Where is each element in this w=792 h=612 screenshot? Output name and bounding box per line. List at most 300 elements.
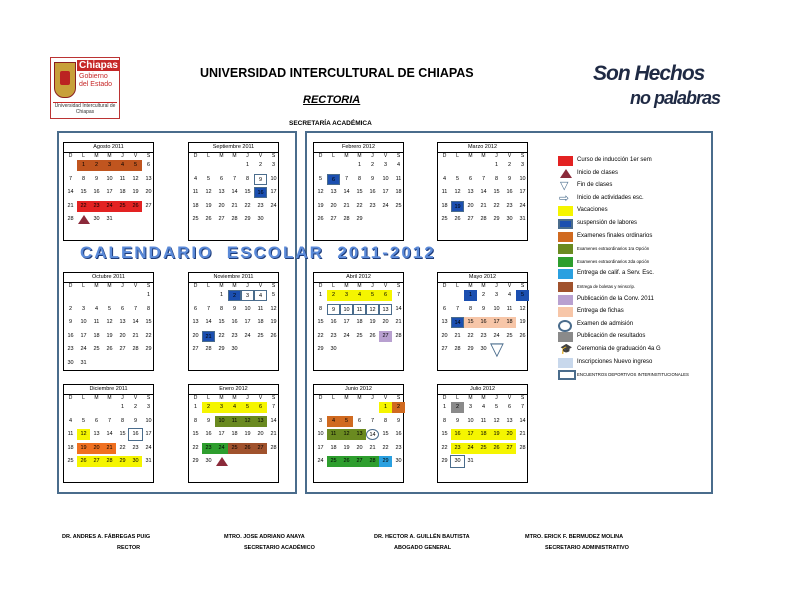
day-cell: 14 [395,305,402,312]
day-cell: 7 [396,292,401,298]
weekday-label: L [332,153,335,159]
day-cell: 1 [120,404,125,410]
signature-name: MTRO. JOSE ADRIANO ANAYA [224,534,305,540]
day-cell: 29 [145,346,152,352]
day-cell: 8 [193,417,198,424]
day-cell: 11 [480,417,487,424]
signature-name: MTRO. ERICK F. BERMUDEZ MOLINA [525,534,624,540]
day-cell: 18 [330,444,337,451]
month-6 [313,272,404,371]
day-cell: 7 [271,404,276,410]
day-cell: 6 [379,290,392,301]
day-cell: 7 [206,305,211,312]
day-cell: 2 [327,290,340,301]
weekday-label: J [371,395,374,401]
day-cell: 12 [454,189,461,195]
weekday-label: S [396,153,401,159]
day-cell: 19 [270,319,277,325]
day-cell: 14 [67,189,74,195]
month-title: Enero 2012 [189,385,278,395]
day-cell: 4 [193,175,198,182]
day-cell: 30 [67,359,74,366]
legend-label: Entrega de calif. a Serv. Esc. [577,270,654,277]
weekday-label: J [121,395,124,401]
day-cell: 21 [343,202,350,209]
day-cell: 22 [317,332,324,339]
day-cell: 19 [519,319,526,325]
day-cell: 13 [441,319,448,325]
day-cell: 9 [396,417,401,424]
weekday-label: L [456,395,459,401]
day-cell: 2 [392,402,405,413]
triangle-icon [216,457,228,466]
legend-label: Inscripciones Nuevo ingreso [577,358,653,365]
weekday-label: M [357,395,362,401]
day-cell: 29 [441,458,448,464]
day-cell: 12 [366,304,379,315]
section-name: SECRETARÍA ACADÉMICA [289,120,372,127]
day-cell: 15 [493,189,500,195]
month-title: Octubre 2011 [64,273,153,283]
day-cell: 17 [145,431,152,437]
day-cell: 4 [327,416,340,427]
weekday-label: D [442,283,447,289]
day-cell: 19 [77,443,90,454]
day-cell: 6 [219,175,224,182]
day-cell: 28 [132,346,139,352]
day-cell: 20 [145,189,152,195]
day-cell: 10 [80,319,87,325]
legend-label: Examen de admisión [577,320,634,327]
day-cell: 29 [116,456,129,467]
weekday-label: J [246,153,249,159]
weekday-label: D [68,395,73,401]
day-cell: 18 [395,189,402,195]
day-cell: 13 [145,175,152,182]
day-cell: 3 [103,160,116,171]
day-cell: 9 [370,175,375,182]
day-cell: 3 [383,162,388,168]
day-cell: 1 [318,292,323,298]
day-cell: 28 [205,346,212,352]
day-cell: 27 [218,216,225,222]
legend-label: Inicio de actividades esc. [577,194,644,201]
fill-icon [558,244,573,254]
day-cell: 3 [146,404,151,410]
day-cell: 30 [330,346,337,352]
day-cell: 18 [67,444,74,451]
day-cell: 15 [441,431,448,437]
day-cell: 26 [369,332,376,339]
month-title: Abril 2012 [314,273,403,283]
day-cell: 9 [133,417,138,424]
day-cell: 9 [94,175,99,182]
day-cell: 20 [90,443,103,454]
day-cell: 3 [241,290,254,301]
weekday-label: S [146,395,151,401]
weekday-label: L [82,283,85,289]
day-cell: 20 [356,444,363,451]
fill-icon [558,282,573,292]
day-cell: 13 [467,189,474,195]
day-cell: 21 [270,431,277,437]
weekday-label: S [271,153,276,159]
day-cell: 26 [340,456,353,467]
signature-name: DR. ANDRES A. FÁBREGAS PUIG [62,534,151,540]
legend-item [558,244,718,255]
weekday-label: M [481,153,486,159]
day-cell: 22 [441,444,448,451]
weekday-label: V [383,395,388,401]
day-cell: 10 [106,175,113,182]
day-cell: 15 [145,319,152,325]
day-cell: 17 [343,319,350,325]
day-cell: 14 [106,431,113,437]
weekday-label: V [507,395,512,401]
day-cell: 26 [317,216,324,222]
day-cell: 24 [493,332,500,339]
weekday-label: L [456,283,459,289]
legend-label: Entrega de boletas y reinscrip. [577,284,636,289]
day-cell: 7 [344,175,349,182]
day-cell: 21 [103,443,116,454]
day-cell: 13 [93,431,100,437]
day-cell: 5 [318,175,323,182]
day-cell: 23 [480,332,487,339]
day-cell: 24 [382,202,389,209]
day-cell: 6 [146,162,151,168]
day-cell: 10 [467,417,474,424]
day-cell: 6 [120,305,125,312]
day-cell: 16 [93,189,100,195]
day-cell: 30 [205,458,212,464]
weekday-label: V [383,283,388,289]
day-cell: 5 [366,290,379,301]
day-cell: 20 [257,431,264,437]
month-1 [188,142,279,241]
logo-caption: Universidad Intercultural de Chiapas [54,103,116,115]
boxfill-icon [558,219,573,229]
weekday-label: M [481,395,486,401]
day-cell: 8 [81,175,86,182]
day-cell: 18 [192,202,199,209]
day-cell: 26 [129,201,142,212]
day-cell: 20 [467,202,474,209]
day-cell: 2 [90,160,103,171]
legend-label: Inicio de clases [577,169,619,176]
day-cell: 25 [477,443,490,454]
month-2 [313,142,404,241]
day-cell: 6 [193,305,198,312]
day-cell: 15 [317,319,324,325]
day-cell: 21 [395,319,402,325]
weekday-label: M [468,395,473,401]
fill-icon [558,206,573,216]
weekday-label: D [442,395,447,401]
legend-label: Fin de clases [577,182,613,189]
day-cell: 1 [494,162,499,168]
weekday-label: M [468,153,473,159]
day-cell: 30 [129,456,142,467]
weekday-label: L [207,153,210,159]
day-cell: 2 [481,292,486,298]
legend-item [558,370,718,381]
day-cell: 2 [68,305,73,312]
weekday-label: M [107,153,112,159]
weekday-label: M [468,283,473,289]
day-cell: 11 [441,189,448,195]
day-cell: 10 [317,431,324,437]
fill-icon [558,358,573,368]
day-cell: 15 [218,319,225,325]
day-cell: 27 [254,443,267,454]
weekday-label: M [232,283,237,289]
day-cell: 25 [67,458,74,464]
day-cell: 1 [464,290,477,301]
down-triangle-icon: ▽ [490,339,504,359]
weekday-label: M [94,283,99,289]
weekday-label: D [193,395,198,401]
day-cell: 8 [442,417,447,424]
day-cell: 22 [244,202,251,209]
day-cell [77,214,90,225]
month-8 [63,384,154,483]
day-cell: 28 [519,444,526,451]
slogan-line1: Son Hechos [593,62,705,85]
day-cell: 28 [103,456,116,467]
day-cell: 28 [343,216,350,222]
legend-item [558,169,718,180]
day-cell: 24 [464,443,477,454]
day-cell: 17 [317,444,324,451]
legend-item [558,219,718,230]
day-cell: 23 [395,444,402,451]
day-cell: 21 [132,332,139,339]
day-cell: 15 [244,189,251,195]
day-cell: 17 [270,189,277,195]
day-cell: 30 [451,456,464,467]
day-cell: 12 [317,189,324,195]
day-cell: 25 [506,332,513,339]
day-cell: 2 [507,162,512,168]
day-cell: 22 [119,444,126,451]
legend-item [558,181,718,192]
day-cell: 19 [343,444,350,451]
day-cell: 22 [218,332,225,339]
legend-label: Examenes finales ordinarios [577,232,653,239]
day-cell: 7 [455,305,460,312]
weekday-label: M [232,153,237,159]
day-cell: 9 [327,304,340,315]
day-cell: 26 [270,332,277,339]
day-cell: 22 [467,332,474,339]
day-cell: 1 [379,402,392,413]
signature-name: DR. HECTOR A. GUILLÉN BAUTISTA [374,534,470,540]
day-cell: 31 [145,458,152,464]
legend-label: Curso de inducción 1er sem [577,157,652,163]
day-cell: 6 [254,402,267,413]
month-title: Julio 2012 [438,385,527,395]
weekday-label: V [133,395,138,401]
weekday-label: J [246,395,249,401]
weekday-label: D [318,153,323,159]
weekday-label: L [207,395,210,401]
weekday-label: V [383,153,388,159]
day-cell: 7 [232,175,237,182]
day-cell: 19 [244,431,251,437]
day-cell: 12 [205,189,212,195]
legend-item [558,345,718,356]
day-cell: 10 [493,305,500,312]
month-0 [63,142,154,241]
month-title: Agosto 2011 [64,143,153,153]
month-3 [437,142,528,241]
fill-icon [558,232,573,242]
day-cell: 28 [67,216,74,222]
legend-label: suspensión de labores [577,220,638,226]
day-cell: 25 [327,456,340,467]
month-7 [437,272,528,371]
day-cell: 3 [340,290,353,301]
day-cell: 4 [442,175,447,182]
day-cell: 23 [451,443,464,454]
day-cell: 2 [202,402,215,413]
day-cell: 15 [464,317,477,328]
day-cell: 22 [382,444,389,451]
day-cell: 7 [133,305,138,312]
fill-icon [558,156,573,166]
day-cell: 31 [467,458,474,464]
day-cell: 25 [257,332,264,339]
legend-item [558,156,718,167]
weekday-label: D [318,395,323,401]
day-cell: 4 [396,162,401,168]
day-cell: 17 [519,189,526,195]
day-cell: 14 [519,417,526,424]
chiapas-logo [50,57,120,119]
weekday-label: M [232,395,237,401]
vtri-icon: ▽ [560,180,569,193]
day-cell: 9 [455,417,460,424]
day-cell: 23 [132,444,139,451]
weekday-label: J [246,283,249,289]
weekday-label: M [344,283,349,289]
day-cell: 31 [519,216,526,222]
day-cell: 10 [145,417,152,424]
fill-icon [558,257,573,267]
day-cell: 19 [132,189,139,195]
weekday-label: M [94,395,99,401]
day-cell: 1 [245,162,250,168]
day-cell: 17 [382,189,389,195]
day-cell: 14 [451,317,464,328]
day-cell: 1 [193,404,198,410]
shield-icon [54,62,76,98]
day-cell: 11 [67,431,74,437]
day-cell: 12 [519,305,526,312]
day-cell: 18 [441,202,448,209]
weekday-label: V [258,283,263,289]
legend-label: Examenes extraordinarios 1ra Opción [577,246,650,252]
day-cell: 28 [270,444,277,451]
day-cell: 26 [454,216,461,222]
day-cell: 3 [468,404,473,410]
month-10 [313,384,404,483]
day-cell: 27 [119,346,126,352]
weekday-label: J [121,283,124,289]
day-cell: 11 [395,175,402,182]
weekday-label: M [344,395,349,401]
day-cell: 17 [490,317,503,328]
day-cell: 16 [369,189,376,195]
day-cell: 4 [507,292,512,298]
day-cell: 28 [366,456,379,467]
month-title: Febrero 2012 [314,143,403,153]
day-cell: 16 [205,431,212,437]
day-cell: 2 [451,402,464,413]
day-cell: 28 [231,216,238,222]
weekday-label: J [495,283,498,289]
day-cell: 27 [379,331,392,342]
weekday-label: M [219,395,224,401]
day-cell: 17 [464,429,477,440]
day-cell: 16 [451,429,464,440]
day-cell: 1 [146,292,151,298]
day-cell: 15 [119,431,126,437]
day-cell: 4 [254,290,267,301]
day-cell: 4 [353,290,366,301]
day-cell: 12 [106,319,113,325]
cap-icon: 🎓 [560,344,573,355]
day-cell: 19 [369,319,376,325]
day-cell: 4 [94,305,99,312]
day-cell: 6 [94,417,99,424]
day-cell [490,339,504,359]
day-cell: 13 [119,319,126,325]
day-cell: 26 [106,346,113,352]
day-cell: 16 [231,319,238,325]
month-5 [188,272,279,371]
day-cell: 13 [218,189,225,195]
month-4 [63,272,154,371]
day-cell: 18 [93,332,100,339]
logo-gov: Gobierno del Estado [79,73,113,88]
day-cell: 5 [494,404,499,410]
day-cell: 2 [228,290,241,301]
day-cell: 4 [481,404,486,410]
day-cell: 19 [106,332,113,339]
legend-label: Entrega de fichas [577,308,624,315]
day-cell: 10 [215,416,228,427]
day-cell: 30 [395,458,402,464]
logo-name: Chiapas [79,60,118,71]
weekday-label: L [207,283,210,289]
day-cell: 7 [520,404,525,410]
day-cell: 25 [228,443,241,454]
weekday-label: V [507,283,512,289]
day-cell: 29 [317,346,324,352]
day-cell: 30 [231,346,238,352]
circle-icon [558,320,572,332]
weekday-label: L [332,395,335,401]
day-cell: 18 [119,189,126,195]
legend-label: ENCUENTROS DEPORTIVOS INTERINSTITUCIONALES [577,372,689,378]
day-cell: 19 [205,202,212,209]
day-cell: 18 [503,317,516,328]
day-cell: 11 [119,175,126,182]
tri-icon [558,169,573,179]
day-cell: 3 [318,417,323,424]
